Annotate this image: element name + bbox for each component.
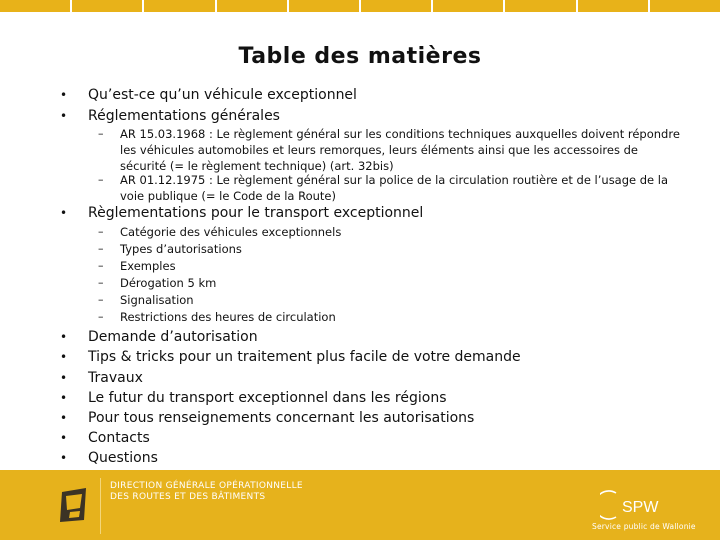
dash: – [98, 276, 104, 289]
toc-item-text: Le futur du transport exceptionnel dans les régions [88, 390, 447, 406]
dash: – [98, 127, 104, 140]
footer-banner [0, 470, 720, 540]
toc-subitem-text: AR 15.03.1968 : Le règlement général sur les conditions techniques auxquelles doivent répondre les véhicules automobiles et leurs remorques, leurs éléments ainsi que les accessoires de sécurité (= le règlement technique) (art. 32bis) [120, 127, 680, 173]
toc-subitem-text: Dérogation 5 km [120, 276, 217, 290]
toc-item-text: Tips & tricks pour un traitement plus facile de votre demande [88, 349, 521, 365]
bullet: • [60, 330, 68, 344]
toc-subitem-text: Exemples [120, 259, 176, 273]
dash: – [98, 259, 104, 272]
spw-logo-text: SPW [622, 499, 659, 516]
dash: – [98, 225, 104, 238]
organisation-line-1: DIRECTION GÉNÉRALE OPÉRATIONNELLE [110, 481, 303, 491]
dash: – [98, 293, 104, 306]
bullet: • [60, 109, 68, 123]
organisation-name [110, 481, 303, 503]
toc-item-text: Travaux [88, 370, 143, 386]
toc-subitem-text: AR 01.12.1975 : Le règlement général sur la police de la circulation routière et de l’usage de la voie publique (= le Code de la Route) [120, 173, 669, 203]
toc-subitem-text: Catégorie des véhicules exceptionnels [120, 225, 342, 239]
page-title: Table des matières [238, 44, 482, 69]
toc-item-text: Demande d’autorisation [88, 329, 258, 345]
toc-item-text: Questions [88, 450, 158, 466]
bullet: • [60, 206, 68, 220]
toc-item-text: Qu’est-ce qu’un véhicule exceptionnel [88, 87, 357, 103]
footer-divider [100, 478, 101, 534]
dash: – [98, 310, 104, 323]
wallonia-logo-icon [58, 486, 88, 524]
dash: – [98, 242, 104, 255]
bullet: • [60, 411, 68, 425]
dash: – [98, 173, 104, 186]
toc-item-text: Pour tous renseignements concernant les autorisations [88, 410, 475, 426]
bullet: • [60, 88, 68, 102]
spw-subtitle: Service public de Wallonie [592, 522, 696, 531]
toc-item-text: Réglementations générales [88, 108, 280, 124]
toc-subitem-text: Restrictions des heures de circulation [120, 310, 336, 324]
bullet: • [60, 451, 68, 465]
organisation-line-2: DES ROUTES ET DES BÂTIMENTS [110, 492, 266, 502]
toc-item-text: Règlementations pour le transport exceptionnel [88, 205, 424, 221]
spw-logo [600, 490, 680, 520]
toc-subitem-text: Types d’autorisations [120, 242, 242, 256]
bullet: • [60, 350, 68, 364]
toc-subitem-text: Signalisation [120, 293, 194, 307]
bullet: • [60, 371, 68, 385]
toc-item-text: Contacts [88, 430, 150, 446]
bullet: • [60, 391, 68, 405]
bullet: • [60, 431, 68, 445]
